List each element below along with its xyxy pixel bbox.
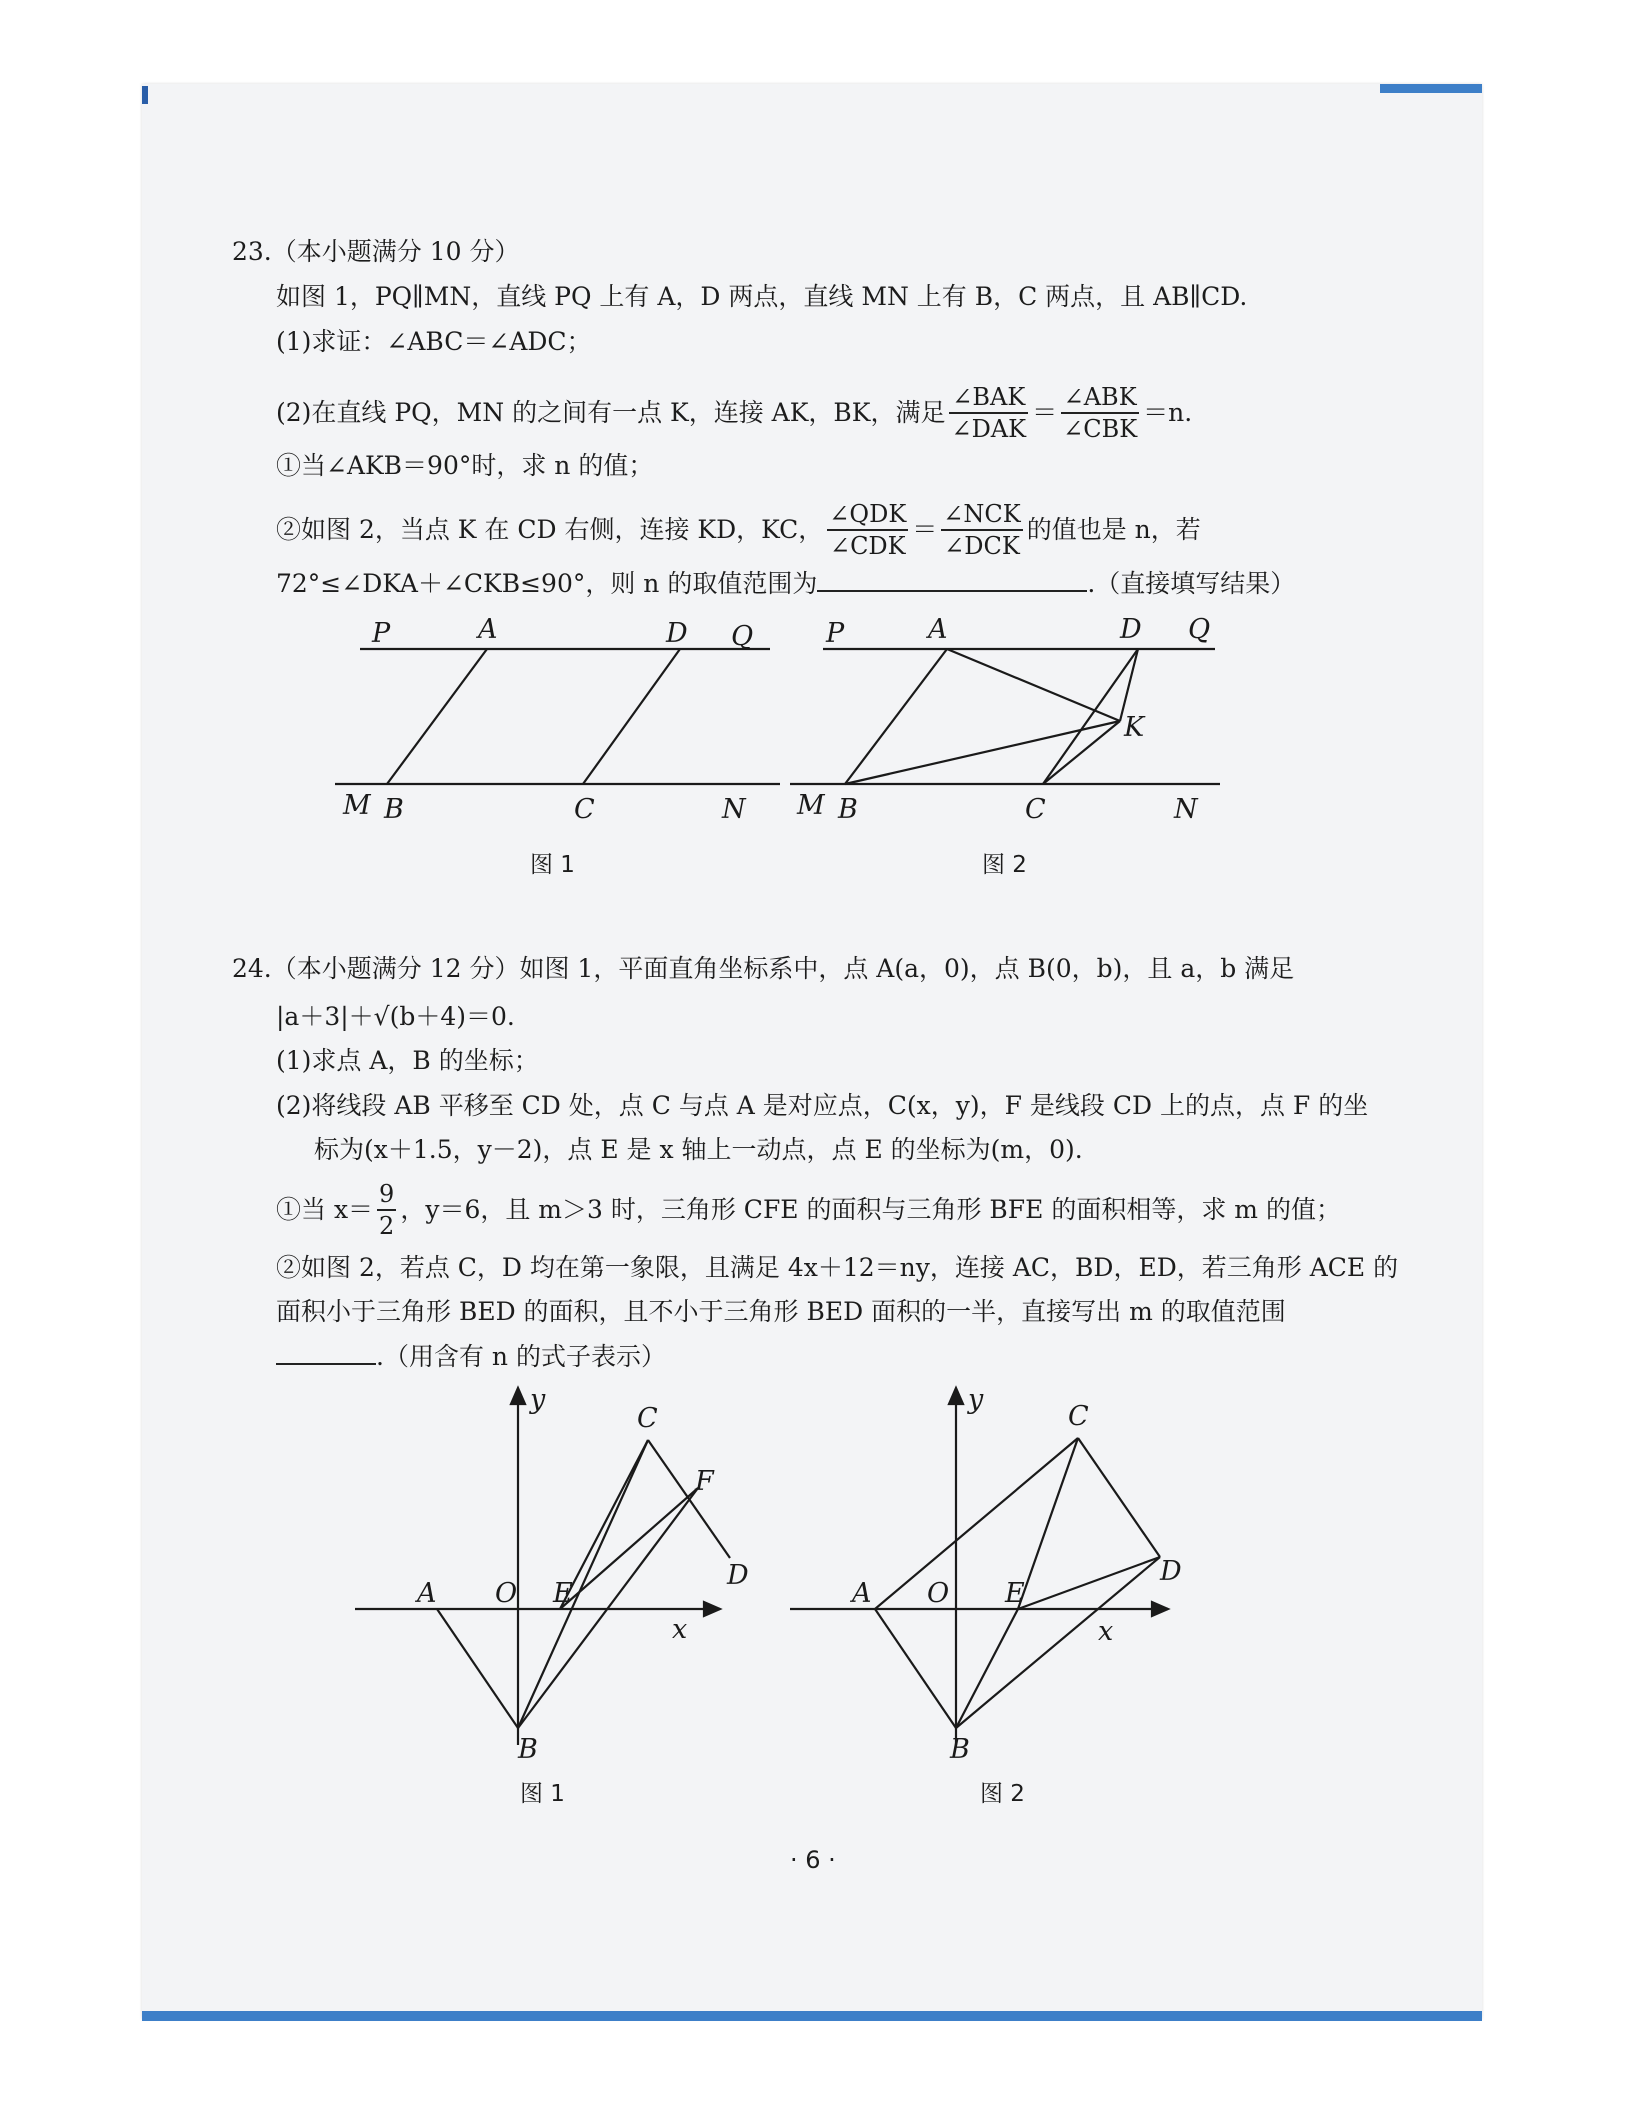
- segment-bc: [518, 1440, 648, 1728]
- frac-den: ∠DAK: [951, 415, 1027, 443]
- label-y: y: [968, 1384, 984, 1415]
- q23-part2-post: ＝n.: [1143, 398, 1193, 427]
- label-e: E: [553, 1578, 573, 1609]
- segment-ed: [1018, 1557, 1160, 1609]
- x-axis-arrow: [704, 1602, 720, 1616]
- q24-part1: (1)求点 A，B 的坐标；: [276, 1046, 539, 1075]
- label-p: P: [826, 618, 845, 649]
- label-a: A: [478, 614, 498, 645]
- label-f: F: [695, 1466, 714, 1497]
- label-a: A: [928, 614, 948, 645]
- label-y: y: [530, 1384, 546, 1415]
- q24-part2-line2: 标为(x＋1.5，y－2)，点 E 是 x 轴上一动点，点 E 的坐标为(m，0).: [314, 1135, 1083, 1164]
- label-n: N: [1174, 794, 1198, 825]
- frac-num: ∠NCK: [941, 499, 1022, 531]
- q23-sub2-post: 的值也是 n，若: [1026, 515, 1201, 544]
- q24-sub1-text: ①当 x＝: [276, 1195, 374, 1224]
- label-o: O: [495, 1578, 518, 1609]
- q23-intro: 如图 1，PQ∥MN，直线 PQ 上有 A，D 两点，直线 MN 上有 B，C 两点，且 AB∥CD.: [276, 282, 1248, 311]
- q23-sub2-line2-text: 72°≤∠DKA＋∠CKB≤90°，则 n 的取值范围为: [276, 569, 818, 598]
- label-d: D: [666, 618, 688, 649]
- frac-num: ∠ABK: [1061, 382, 1139, 414]
- q23-part1: (1)求证：∠ABC＝∠ADC；: [276, 327, 592, 356]
- q24-fig2-caption: 图 2: [980, 1781, 1025, 1807]
- label-q: Q: [1188, 614, 1211, 645]
- q23-fig1-caption: 图 1: [530, 852, 575, 878]
- q23-sub2-text: ②如图 2，当点 K 在 CD 右侧，连接 KD，KC，: [276, 515, 824, 544]
- segment-ab: [437, 1609, 518, 1728]
- segment-ec: [560, 1440, 648, 1609]
- q24-sub2-line1: ②如图 2，若点 C，D 均在第一象限，且满足 4x＋12＝ny，连接 AC，BD，ED，若三角形 ACE 的: [276, 1253, 1399, 1282]
- label-d: D: [727, 1560, 749, 1591]
- label-c: C: [637, 1403, 658, 1434]
- equals: ＝: [912, 515, 938, 544]
- segment-bd: [956, 1557, 1160, 1728]
- q23-fig2-caption: 图 2: [982, 852, 1027, 878]
- q24-condition: |a＋3|＋√(b＋4)＝0.: [276, 1002, 515, 1031]
- label-x: x: [1098, 1616, 1114, 1647]
- label-m: M: [343, 790, 371, 821]
- q24-fig1-lines: [355, 1388, 730, 1745]
- label-x: x: [672, 1614, 688, 1645]
- label-c: C: [574, 794, 595, 825]
- y-axis-arrow: [949, 1388, 963, 1404]
- frac-num: 9: [377, 1179, 396, 1211]
- label-p: P: [372, 618, 391, 649]
- q24-part2-line1: (2)将线段 AB 平移至 CD 处，点 C 与点 A 是对应点，C(x，y)，F 是线段 CD 上的点，点 F 的坐: [276, 1091, 1369, 1120]
- frac-den: 2: [379, 1212, 395, 1240]
- page-number: · 6 ·: [790, 1846, 836, 1874]
- label-c: C: [1068, 1401, 1089, 1432]
- frac-den: ∠CDK: [829, 532, 906, 560]
- q24-sub2-line2: 面积小于三角形 BED 的面积，且不小于三角形 BED 面积的一半，直接写出 m 的取值范围: [276, 1297, 1286, 1326]
- label-d: D: [1120, 614, 1142, 645]
- segment-ef: [560, 1488, 698, 1609]
- label-a: A: [852, 1578, 872, 1609]
- q23-part2-text: (2)在直线 PQ，MN 的之间有一点 K，连接 AK，BK，满足: [276, 398, 946, 427]
- label-b: B: [950, 1734, 970, 1765]
- q24-fig2-lines: [790, 1388, 1168, 1745]
- label-n: N: [722, 794, 746, 825]
- label-q: Q: [731, 621, 754, 652]
- label-e: E: [1005, 1578, 1025, 1609]
- equals: ＝: [1032, 398, 1058, 427]
- frac-den: ∠CBK: [1063, 415, 1138, 443]
- label-o: O: [927, 1578, 950, 1609]
- label-b: B: [518, 1734, 538, 1765]
- q24-sub2-line3-text: .（用含有 n 的式子表示）: [376, 1342, 666, 1371]
- label-d: D: [1160, 1556, 1182, 1587]
- label-c: C: [1025, 794, 1046, 825]
- label-a: A: [417, 1578, 437, 1609]
- q24-sub1-post: ，y＝6，且 m＞3 时，三角形 CFE 的面积与三角形 BFE 的面积相等，求 m 的值；: [400, 1195, 1341, 1224]
- y-axis-arrow: [511, 1388, 525, 1404]
- frac-num: ∠QDK: [827, 499, 908, 531]
- q23-sub1: ①当∠AKB＝90°时，求 n 的值；: [276, 451, 654, 480]
- segment-cd: [1078, 1438, 1160, 1557]
- q24-header: 24.（本小题满分 12 分）如图 1，平面直角坐标系中，点 A(a，0)，点 B(0，b)，且 a，b 满足: [232, 954, 1295, 983]
- x-axis-arrow: [1152, 1602, 1168, 1616]
- label-b: B: [838, 794, 858, 825]
- label-k: K: [1124, 712, 1145, 743]
- label-b: B: [384, 794, 404, 825]
- frac-num: ∠BAK: [949, 382, 1028, 414]
- frac-den: ∠DCK: [944, 532, 1020, 560]
- q23-header: 23.（本小题满分 10 分）: [232, 237, 520, 266]
- segment-ab: [875, 1609, 956, 1728]
- label-m: M: [797, 790, 825, 821]
- q24-fig1-caption: 图 1: [520, 1781, 565, 1807]
- segment-be: [956, 1609, 1018, 1728]
- q23-sub2-line2-post: .（直接填写结果）: [1087, 569, 1296, 598]
